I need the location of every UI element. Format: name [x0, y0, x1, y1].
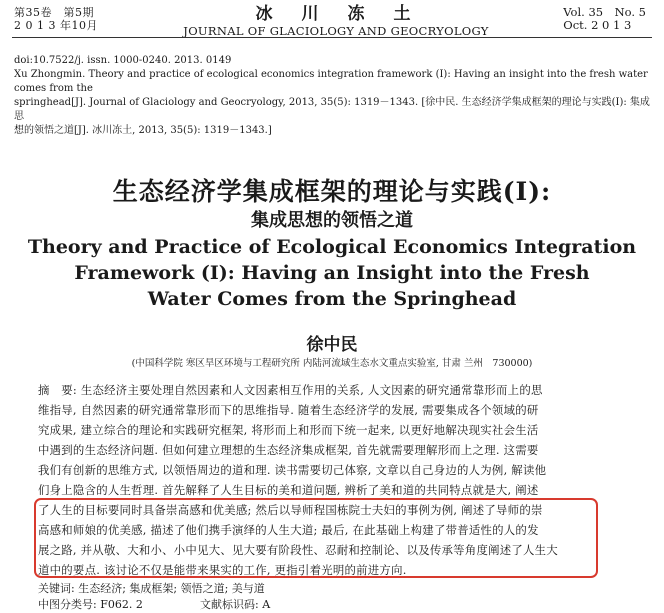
abstract-line: 们身上隐含的人生哲理. 首先解释了人生目标的美和道问题, 辨析了美和道的共同特点就是大, 阐述 [38, 483, 539, 497]
doi-text: doi:10.7522/j. issn. 1000-0240. 2013. 0149 [14, 55, 232, 66]
date-cn: 2 0 1 3 年10月 [14, 19, 98, 32]
author-affiliation: (中国科学院 寒区旱区环境与工程研究所 内陆河流域生态水文重点实验室, 甘肃 兰州 730000) [131, 358, 533, 369]
abstract-line: 高感和师娘的优美感, 描述了他们携手演绎的人生大道; 最后, 在此基础上构建了带普适性的人的发 [38, 523, 539, 537]
citation-line-3: 想的领悟之道[J]. 冰川冻土, 2013, 35(5): 1319－1343.] [14, 125, 272, 136]
subtitle-cn: 集成思想的领悟之道 [251, 210, 413, 231]
title-cn: 生态经济学集成框架的理论与实践(I): [112, 177, 552, 206]
volume-issue-en: Vol. 35 No. 5 [563, 5, 646, 19]
journal-name-en: JOURNAL OF GLACIOLOGY AND GEOCRYOLOGY [183, 24, 489, 38]
title-en-line-3: Water Comes from the Springhead [147, 288, 517, 310]
abstract-line: 展之路, 并从敬、大和小、小中见大、见大要有阶段性、忍耐和控制论、以及传承等角度阐述了人生大 [38, 543, 558, 557]
keywords: 关键词: 生态经济; 集成框架; 领悟之道; 美与道 [38, 582, 265, 595]
journal-volume-info [14, 6, 98, 32]
journal-name-cn: 冰 川 冻 土 [255, 4, 417, 24]
journal-title-block [150, 4, 522, 38]
abstract-line: 中遇到的生态经济问题. 但如何建立理想的生态经济集成框架, 首先就需要理解形而上之理. 这需要 [38, 443, 539, 457]
document-code: 文献标识码: A [200, 598, 271, 611]
abstract-line: 了人生的目标要同时具备崇高感和优美感; 然后以导师程国栋院士夫妇的事例为例, 阐述了导师的崇 [38, 503, 543, 517]
header-rule [12, 37, 652, 38]
abstract-line: 我们有创新的思维方式, 以领悟周边的道和理. 读书需要切己体察, 文章以自己身边的人为例, 解读他 [38, 463, 547, 477]
citation-line-1: Xu Zhongmin. Theory and practice of ecological economics integration framework (I): Having an insight into the fresh water comes from the [14, 69, 648, 94]
abstract-line: 维指导, 自然因素的研究通常靠形而下的思维指导. 随着生态经济学的发展, 需要集成各个领域的研 [38, 403, 539, 417]
classification-code: 中图分类号: F062. 2 [38, 598, 143, 611]
citation-block [14, 54, 650, 138]
author-name: 徐中民 [306, 335, 358, 355]
abstract-line: 摘 要: 生态经济主要处理自然因素和人文因素相互作用的关系, 人文因素的研究通常靠形而上的思 [38, 383, 543, 397]
citation-line-2: springhead[J]. Journal of Glaciology and Geocryology, 2013, 35(5): 1319－1343. [徐中民. 生态经济学集成框架的理论与实践(I): 集成思 [14, 97, 650, 122]
highlight-box [34, 498, 598, 578]
title-en-line-2: Framework (I): Having an Insight into the Fresh [74, 262, 590, 284]
volume-issue-cn: 第35卷 第5期 [14, 6, 94, 19]
abstract-line: 究成果, 建立综合的理论和实践研究框架, 将形而上和形而下统一起来, 以更好地解决现实社会生活 [38, 423, 539, 437]
abstract-line: 道中的要点. 该讨论不仅是能带来果实的工作, 更指引着光明的前进方向. [38, 563, 407, 577]
title-en-line-1: Theory and Practice of Ecological Economics Integration [27, 236, 637, 258]
date-en: Oct. 2 0 1 3 [563, 18, 632, 32]
journal-volume-info-en [563, 6, 646, 32]
